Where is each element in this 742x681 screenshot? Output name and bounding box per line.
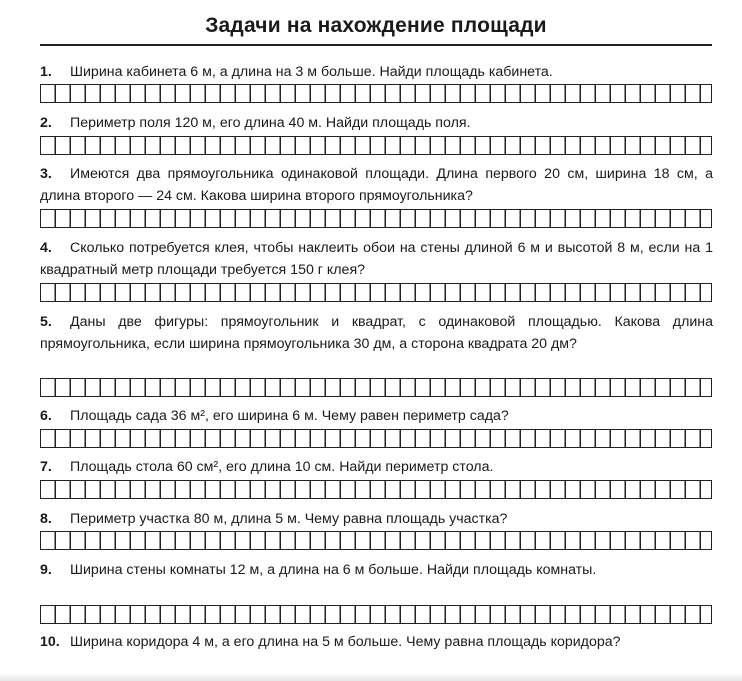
- task-text: Площадь стола 60 см², его длина 10 см. Найди периметр стола.: [70, 459, 494, 475]
- answer-grid-4[interactable]: [40, 283, 712, 302]
- task-text: Ширина кабинета 6 м, а длина на 3 м больше. Найди площадь кабинета.: [70, 64, 553, 80]
- task-6: [40, 405, 713, 427]
- worksheet-title: Задачи на нахождение площади: [205, 14, 547, 37]
- task-text: Ширина коридора 4 м, а его длина на 5 м больше. Чему равна площадь коридора?: [70, 634, 621, 650]
- answer-grid-1[interactable]: [40, 84, 712, 103]
- task-number: 3.: [40, 166, 52, 182]
- task-number: 2.: [40, 115, 52, 131]
- answer-grid-6[interactable]: [40, 429, 712, 448]
- task-9: [40, 559, 713, 581]
- task-number: 7.: [40, 459, 52, 475]
- task-number: 5.: [40, 314, 52, 330]
- task-text: Имеются два прямоугольника одинаковой площади. Длина первого 20 см, ширина 18 см, а длина второго — 24 см. Какова ширина второго прямоугольника?: [40, 166, 713, 204]
- task-5: [40, 311, 713, 355]
- answer-grid-3[interactable]: [40, 209, 712, 228]
- answer-grid-7[interactable]: [40, 480, 712, 499]
- task-number: 6.: [40, 408, 52, 424]
- title-underline: [40, 44, 712, 46]
- task-1: [40, 61, 713, 83]
- task-text: Периметр участка 80 м, длина 5 м. Чему равна площадь участка?: [70, 511, 508, 527]
- answer-grid-9[interactable]: [40, 605, 712, 624]
- answer-grid-2[interactable]: [40, 136, 712, 155]
- task-4: [40, 237, 713, 281]
- task-8: [40, 508, 713, 530]
- task-number: 8.: [40, 511, 52, 527]
- task-number: 4.: [40, 240, 52, 256]
- task-number: 9.: [40, 562, 52, 578]
- task-7: [40, 456, 713, 478]
- answer-grid-8[interactable]: [40, 531, 712, 550]
- task-2: [40, 112, 713, 134]
- task-10: [40, 631, 713, 653]
- task-text: Площадь сада 36 м², его ширина 6 м. Чему равен периметр сада?: [70, 408, 509, 424]
- task-number: 1.: [40, 64, 52, 80]
- task-text: Даны две фигуры: прямоугольник и квадрат, с одинаковой площадью. Какова длина прямоугольника, если ширина прямоугольника 30 дм, а сторона квадрата 20 дм?: [40, 314, 713, 352]
- page-bottom-edge: [0, 673, 742, 681]
- task-3: [40, 163, 713, 207]
- answer-grid-5[interactable]: [40, 378, 712, 397]
- task-text: Ширина стены комнаты 12 м, а длина на 6 м больше. Найди площадь комнаты.: [70, 562, 597, 578]
- task-text: Сколько потребуется клея, чтобы наклеить обои на стены длиной 6 м и высотой 8 м, если на 1 квадратный метр площади требуется 150 г клея?: [40, 240, 713, 278]
- task-number: 10.: [40, 634, 60, 650]
- task-text: Периметр поля 120 м, его длина 40 м. Найди площадь поля.: [70, 115, 471, 131]
